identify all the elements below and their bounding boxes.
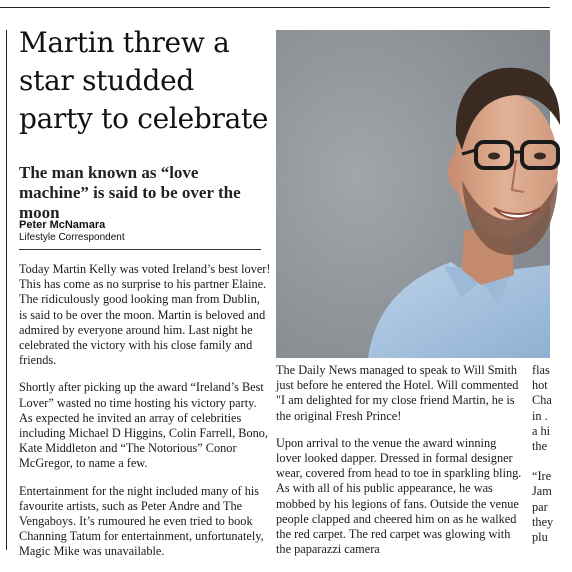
line-fragment: par <box>532 499 548 514</box>
line-fragment: a hi <box>532 423 551 438</box>
article-column-2 <box>276 363 524 569</box>
article-column-3-partial <box>532 363 572 545</box>
article-photo <box>276 30 550 358</box>
line-fragment: Cha <box>532 393 552 408</box>
line-fragment: “Ire <box>532 469 552 484</box>
line-fragment: in . <box>532 408 548 423</box>
portrait-image <box>276 30 550 358</box>
line-fragment: plu <box>532 530 548 545</box>
paragraph: Upon arrival to the venue the award winning lover looked dapper. Dressed in formal designer wear, covered from head to toe in sparkling bling. As with all of his public appearance, he was mobbed by his legions of fans. Outside the venue people clapped and cheered him on as he walked the red carpet. The red carpet was glowing with the paparazzi camera <box>276 435 522 557</box>
author-name: Peter McNamara <box>19 219 106 231</box>
column-rule <box>6 30 7 550</box>
paragraph: Today Martin Kelly was voted Ireland’s best lover! This has come as no surprise to his partner Elaine. The ridiculously good looking man from Dublin, is said to be over the moon. Martin is beloved and admired by everyone around him. Last night he celebrated the victory with his close family and friends. <box>19 262 271 368</box>
subheadline: The man known as “love machine” is said to be over the moon <box>19 163 241 222</box>
article-column-1 <box>19 262 271 572</box>
byline-separator <box>19 249 261 250</box>
top-rule <box>0 7 550 8</box>
author-title: Lifestyle Correspondent <box>19 232 125 243</box>
headline: Martin threw a star studded party to celebrate <box>19 26 269 135</box>
paragraph: Entertainment for the night included many of his favourite artists, such as Peter Andre and The Vengaboys. It’s rumoured he even tried to book Channing Tatum for entertainment, unfortunately, Magic Mike was unavailable. <box>19 483 264 559</box>
line-fragment: the <box>532 439 548 454</box>
line-fragment: flas <box>532 363 550 377</box>
line-fragment: hot <box>532 378 548 393</box>
paragraph: The Daily News managed to speak to Will Smith just before he entered the Hotel. Will commented "I am delighted for my close friend Martin, he is the original Fresh Prince! <box>276 363 519 423</box>
line-fragment: they <box>532 514 554 529</box>
paragraph: Shortly after picking up the award “Ireland’s Best Lover” wasted no time hosting his victory party. As expected he invited an array of celebrities including Michael D Higgins, Colin Farrell, Bono, Kate Middleton and “The Notorious” Conor McGregor, to name a few. <box>19 380 268 471</box>
line-fragment: Jam <box>532 484 552 499</box>
